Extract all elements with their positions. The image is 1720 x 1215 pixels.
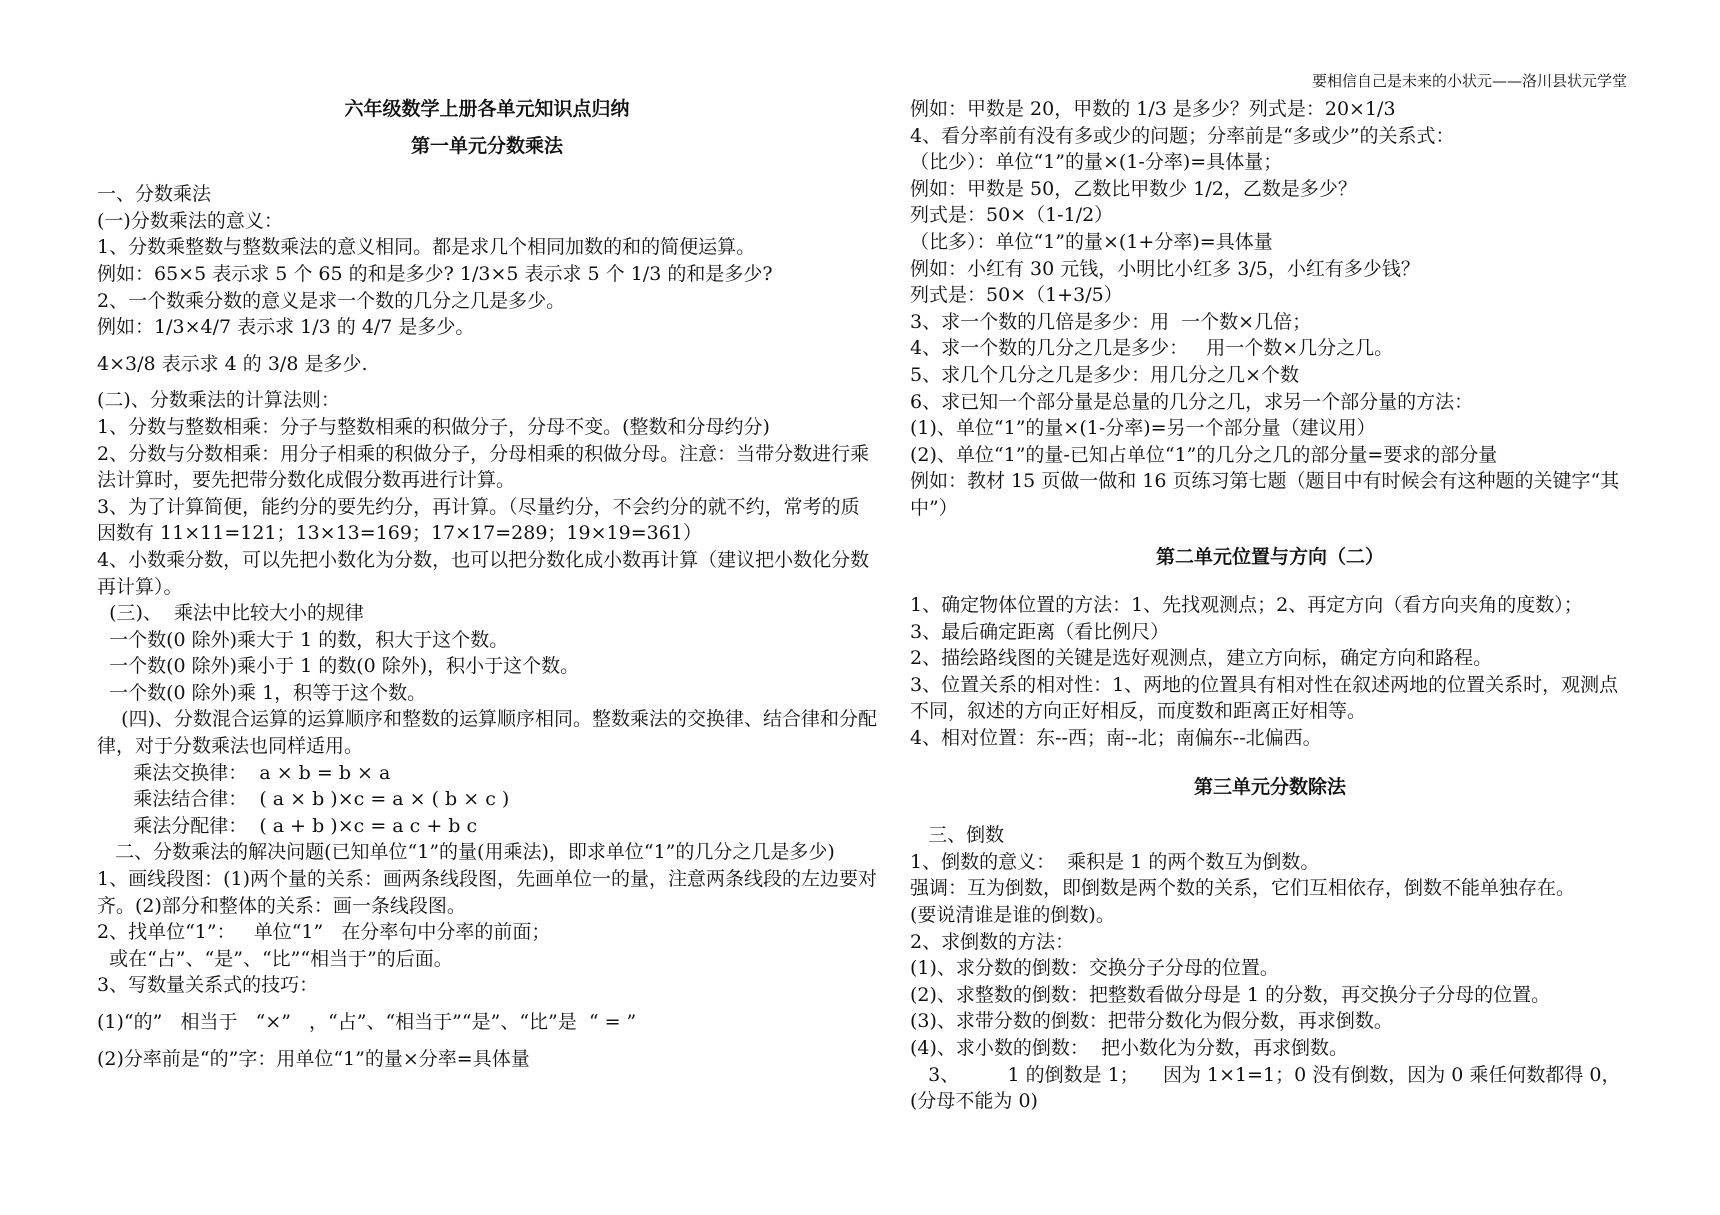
text-line: 6、求已知一个部分量是总量的几分之几，求另一个部分量的方法： bbox=[910, 390, 1474, 413]
text-line: 4、看分率前有没有多或少的问题；分率前是“多或少”的关系式： bbox=[910, 124, 1455, 147]
text-line: (2)分率前是“的”字：用单位“1”的量×分率=具体量 bbox=[97, 1047, 530, 1070]
spacer bbox=[910, 752, 1630, 774]
text-line: (三)、 乘法中比较大小的规律 bbox=[97, 602, 364, 625]
text-line: 4×3/8 表示求 4 的 3/8 是多少. bbox=[97, 352, 368, 375]
text-line: 2、分数与分数相乘：用分子相乘的积做分子，分母相乘的积做分母。注意：当带分数进行乘法计算时，要先把带分数化成假分数再进行计算。 bbox=[97, 442, 870, 492]
text-line: 3、 1 的倒数是 1； 因为 1×1=1；0 没有倒数，因为 0 乘任何数都得 0，(分母不能为 0) bbox=[910, 1063, 1621, 1113]
text-line: 列式是：50×（1-1/2） bbox=[910, 204, 1114, 227]
spacer bbox=[97, 1036, 877, 1046]
spacer bbox=[97, 159, 877, 181]
text-line: 1、确定物体位置的方法：1、先找观测点；2、再定方向（看方向夹角的度数）； bbox=[910, 594, 1583, 617]
text-line: 强调：互为倒数，即倒数是两个数的关系，它们互相依存，倒数不能单独存在。 bbox=[910, 877, 1576, 900]
spacer bbox=[97, 123, 877, 133]
text-line: (2)、单位“1”的量-已知占单位“1”的几分之几的部分量=要求的部分量 bbox=[910, 443, 1498, 466]
text-line: 例如：甲数是 20，甲数的 1/3 是多少？列式是：20×1/3 bbox=[910, 98, 1396, 120]
text-line: (一)分数乘法的意义： bbox=[97, 209, 283, 232]
spacer bbox=[97, 377, 877, 387]
text-line: 例如：65×5 表示求 5 个 65 的和是多少? 1/3×5 表示求 5 个 1/3 的和是多少? bbox=[97, 262, 773, 285]
text-line: 例如：小红有 30 元钱，小明比小红多 3/5，小红有多少钱？ bbox=[910, 257, 1420, 280]
text-line: （比多）：单位“1”的量×(1+分率)=具体量 bbox=[910, 230, 1273, 253]
text-line: 一个数(0 除外)乘大于 1 的数，积大于这个数。 bbox=[97, 628, 509, 651]
text-line: 2、求倒数的方法： bbox=[910, 930, 1075, 953]
text-line: 例如：教材 15 页做一做和 16 页练习第七题（题目中有时候会有这种题的关键字“其中”） bbox=[910, 470, 1620, 519]
spacer bbox=[910, 570, 1630, 592]
left-column bbox=[97, 96, 877, 1072]
spacer bbox=[910, 800, 1630, 822]
text-line: 4、求一个数的几分之几是多少： 用一个数×几分之几。 bbox=[910, 337, 1394, 360]
header-note: 要相信自己是未来的小状元——洛川县状元学堂 bbox=[1311, 72, 1627, 90]
text-line: (1)、单位“1”的量×(1-分率)=另一个部分量（建议用） bbox=[910, 417, 1376, 440]
text-line: 乘法交换律： a × b = b × a bbox=[97, 761, 391, 784]
spacer bbox=[910, 522, 1630, 544]
section-title: 第二单元位置与方向（二） bbox=[1155, 545, 1384, 568]
text-line: (3)、求带分数的倒数：把带分数化为假分数，再求倒数。 bbox=[910, 1010, 1393, 1033]
text-line: 1、分数与整数相乘：分子与整数相乘的积做分子，分母不变。(整数和分母约分) bbox=[97, 415, 770, 438]
text-line: 列式是：50×（1+3/5） bbox=[910, 284, 1123, 307]
text-line: 3、写数量关系式的技巧： bbox=[97, 974, 319, 997]
text-line: 4、相对位置：东--西；南--北；南偏东--北偏西。 bbox=[910, 727, 1322, 750]
text-line: (四)、分数混合运算的运算顺序和整数的运算顺序相同。整数乘法的交换律、结合律和分配律，对于分数乘法也同样适用。 bbox=[97, 708, 877, 758]
text-line: 一个数(0 除外)乘小于 1 的数(0 除外)，积小于这个数。 bbox=[97, 655, 580, 678]
text-line: 或在“占”、“是”、“比”“相当于”的后面。 bbox=[97, 947, 453, 970]
text-line: 3、最后确定距离（看比例尺） bbox=[910, 620, 1170, 643]
text-line: 二、分数乘法的解决问题(已知单位“1”的量(用乘法)，即求单位“1”的几分之几是多少) bbox=[97, 841, 835, 864]
section-title: 第三单元分数除法 bbox=[1193, 775, 1346, 798]
right-column bbox=[910, 96, 1630, 1115]
text-line: 3、位置关系的相对性：1、两地的位置具有相对性在叙述两地的位置关系时，观测点不同，叙述的方向正好相反，而度数和距离正好相等。 bbox=[910, 673, 1619, 723]
text-line: 2、描绘路线图的关键是选好观测点，建立方向标，确定方向和路程。 bbox=[910, 647, 1493, 670]
text-line: (4)、求小数的倒数： 把小数化为分数，再求倒数。 bbox=[910, 1037, 1348, 1059]
text-line: 例如：甲数是 50，乙数比甲数少 1/2，乙数是多少？ bbox=[910, 177, 1357, 200]
text-line: 2、找单位“1”： 单位“1” 在分率句中分率的前面； bbox=[97, 921, 551, 944]
text-line: 5、求几个几分之几是多少：用几分之几×个数 bbox=[910, 363, 1300, 386]
text-line: 4、小数乘分数，可以先把小数化为分数，也可以把分数化成小数再计算（建议把小数化分数再计算）。 bbox=[97, 548, 870, 598]
text-line: 3、为了计算简便，能约分的要先约分，再计算。（尽量约分，不会约分的就不约，常考的质因数有 11×11=121；13×13=169；17×17=289；19×19=361） bbox=[97, 495, 860, 545]
text-line: 三、倒数 bbox=[910, 824, 1005, 847]
text-line: 一个数(0 除外)乘 1，积等于这个数。 bbox=[97, 681, 427, 704]
text-line: (要说清谁是谁的倒数)。 bbox=[910, 904, 1115, 927]
text-line: 2、一个数乘分数的意义是求一个数的几分之几是多少。 bbox=[97, 289, 566, 312]
spacer bbox=[97, 341, 877, 351]
spacer bbox=[97, 999, 877, 1009]
text-line: 1、分数乘整数与整数乘法的意义相同。都是求几个相同加数的和的简便运算。 bbox=[97, 236, 756, 259]
text-line: 1、倒数的意义： 乘积是 1 的两个数互为倒数。 bbox=[910, 850, 1320, 873]
text-line: （比少）：单位“1”的量×(1-分率)=具体量； bbox=[910, 151, 1283, 174]
text-line: 一、分数乘法 bbox=[97, 183, 212, 206]
text-line: 3、求一个数的几倍是多少：用 一个数×几倍； bbox=[910, 310, 1312, 333]
text-line: (2)、求整数的倒数：把整数看做分母是 1 的分数，再交换分子分母的位置。 bbox=[910, 983, 1551, 1006]
section-title: 第一单元分数乘法 bbox=[410, 134, 563, 157]
text-line: 例如：1/3×4/7 表示求 1/3 的 4/7 是多少。 bbox=[97, 316, 475, 339]
text-line: (1)、求分数的倒数：交换分子分母的位置。 bbox=[910, 957, 1279, 980]
text-line: (1)“的” 相当于 “×” ，“占”、“相当于”“是”、“比”是 “ = ” bbox=[97, 1011, 637, 1033]
text-line: (二)、分数乘法的计算法则： bbox=[97, 389, 340, 412]
text-line: 乘法分配律： ( a + b )×c = a c + b c bbox=[97, 814, 478, 837]
text-line: 乘法结合律： ( a × b )×c = a × ( b × c ) bbox=[97, 788, 510, 811]
text-line: 1、画线段图：(1)两个量的关系：画两条线段图，先画单位一的量，注意两条线段的左边要对齐。(2)部分和整体的关系：画一条线段图。 bbox=[97, 868, 878, 917]
section-title: 六年级数学上册各单元知识点归纳 bbox=[344, 98, 630, 120]
